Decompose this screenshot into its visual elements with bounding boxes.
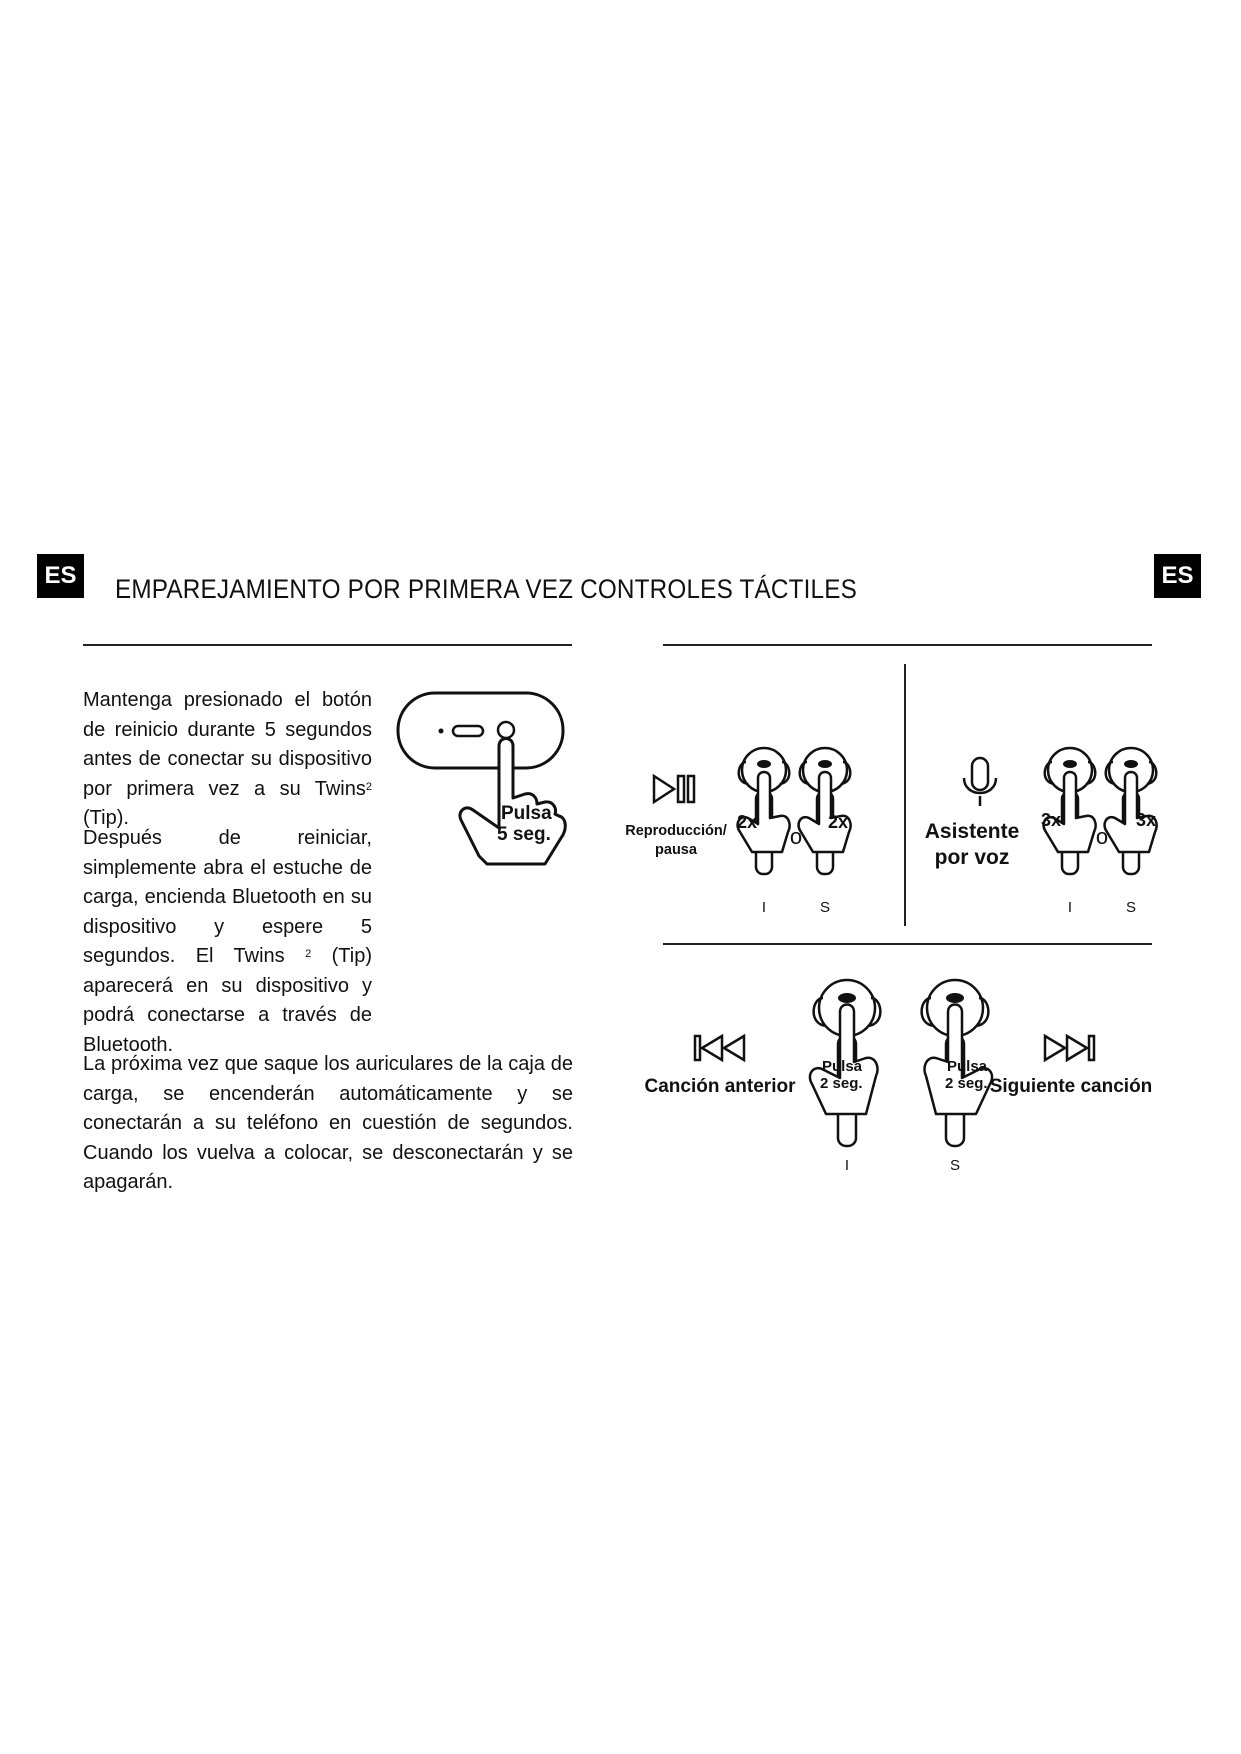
language-badge-left: ES <box>37 554 84 598</box>
side-label-left: I <box>761 899 767 916</box>
voice-assistant-label-1: Asistente <box>924 820 1020 843</box>
language-badge-right: ES <box>1154 554 1201 598</box>
voice-assistant-label-2: por voz <box>934 846 1010 869</box>
earbud-right-logo-icon <box>1124 760 1138 768</box>
next-track-label: Siguiente canción <box>989 1076 1153 1097</box>
press-label-right-1: Pulsa <box>947 1058 988 1075</box>
tap-count-left: 3x <box>1041 810 1062 830</box>
side-label-right: S <box>819 899 831 916</box>
press-label-left-2: 2 seg. <box>820 1075 863 1092</box>
instruction-paragraph-2: Después de reiniciar, simplemente abra el estuche de carga, encienda Bluetooth en su dispositivo y espere 5 segundos. El Twins $^2$ (Tip) aparecerá en su dispositivo y podrá conectarse a través de Bluetooth. <box>83 827 372 1056</box>
reset-press-label-1: Pulsa <box>501 803 552 824</box>
or-text-voice: o <box>1095 824 1109 849</box>
earbud-left-logo-icon <box>1063 760 1077 768</box>
left-divider <box>83 644 572 646</box>
press-label-left-1: Pulsa <box>822 1058 863 1075</box>
previous-track-label: Canción anterior <box>644 1076 796 1097</box>
voice-assistant-control <box>916 740 1186 920</box>
play-pause-label-1: Reproducción/ <box>625 823 727 839</box>
tap-count-right: 3x <box>1136 810 1157 830</box>
case-led <box>439 729 444 734</box>
press-label-right-2: 2 seg. <box>945 1075 988 1092</box>
side-label-right: S <box>1125 899 1137 916</box>
reset-button <box>498 722 514 738</box>
reset-case-illustration <box>395 688 575 878</box>
play-pause-control <box>616 740 886 920</box>
vertical-divider <box>904 664 906 926</box>
previous-track-control <box>640 968 900 1173</box>
side-label-left: I <box>844 1157 850 1173</box>
microphone-icon <box>964 758 996 806</box>
earbud-right-logo-icon <box>946 993 964 1003</box>
previous-track-icon <box>695 1036 744 1060</box>
next-track-icon <box>1045 1036 1094 1060</box>
page-title: EMPAREJAMIENTO POR PRIMERA VEZ CONTROLES TÁCTILES <box>115 574 858 604</box>
right-middle-divider <box>663 943 1152 945</box>
next-track-control <box>905 968 1185 1173</box>
charging-case <box>398 693 563 768</box>
earbud-left-logo-icon <box>838 993 856 1003</box>
side-label-right: S <box>949 1157 961 1173</box>
instruction-paragraph-3: La próxima vez que saque los auriculares de la caja de carga, se encenderán automáticamente y se conectarán a su teléfono en cuestión de segundos. Cuando los vuelva a colocar, se desconectarán y se apagarán. <box>83 1053 573 1193</box>
play-pause-label-2: pausa <box>655 842 697 858</box>
reset-press-label-2: 5 seg. <box>497 824 551 845</box>
side-label-left: I <box>1067 899 1073 916</box>
earbud-right-logo-icon <box>818 760 832 768</box>
tap-count-right: 2x <box>828 812 849 832</box>
instruction-paragraph-1: Mantenga presionado el botón de reinicio durante 5 segundos antes de conectar su dispositivo por primera vez a su Twins$^2$ (Tip). <box>83 689 372 829</box>
tap-count-left: 2x <box>737 812 758 832</box>
or-text-play: o <box>789 824 803 849</box>
earbud-left-logo-icon <box>757 760 771 768</box>
right-top-divider <box>663 644 1152 646</box>
play-pause-icon <box>654 776 694 802</box>
